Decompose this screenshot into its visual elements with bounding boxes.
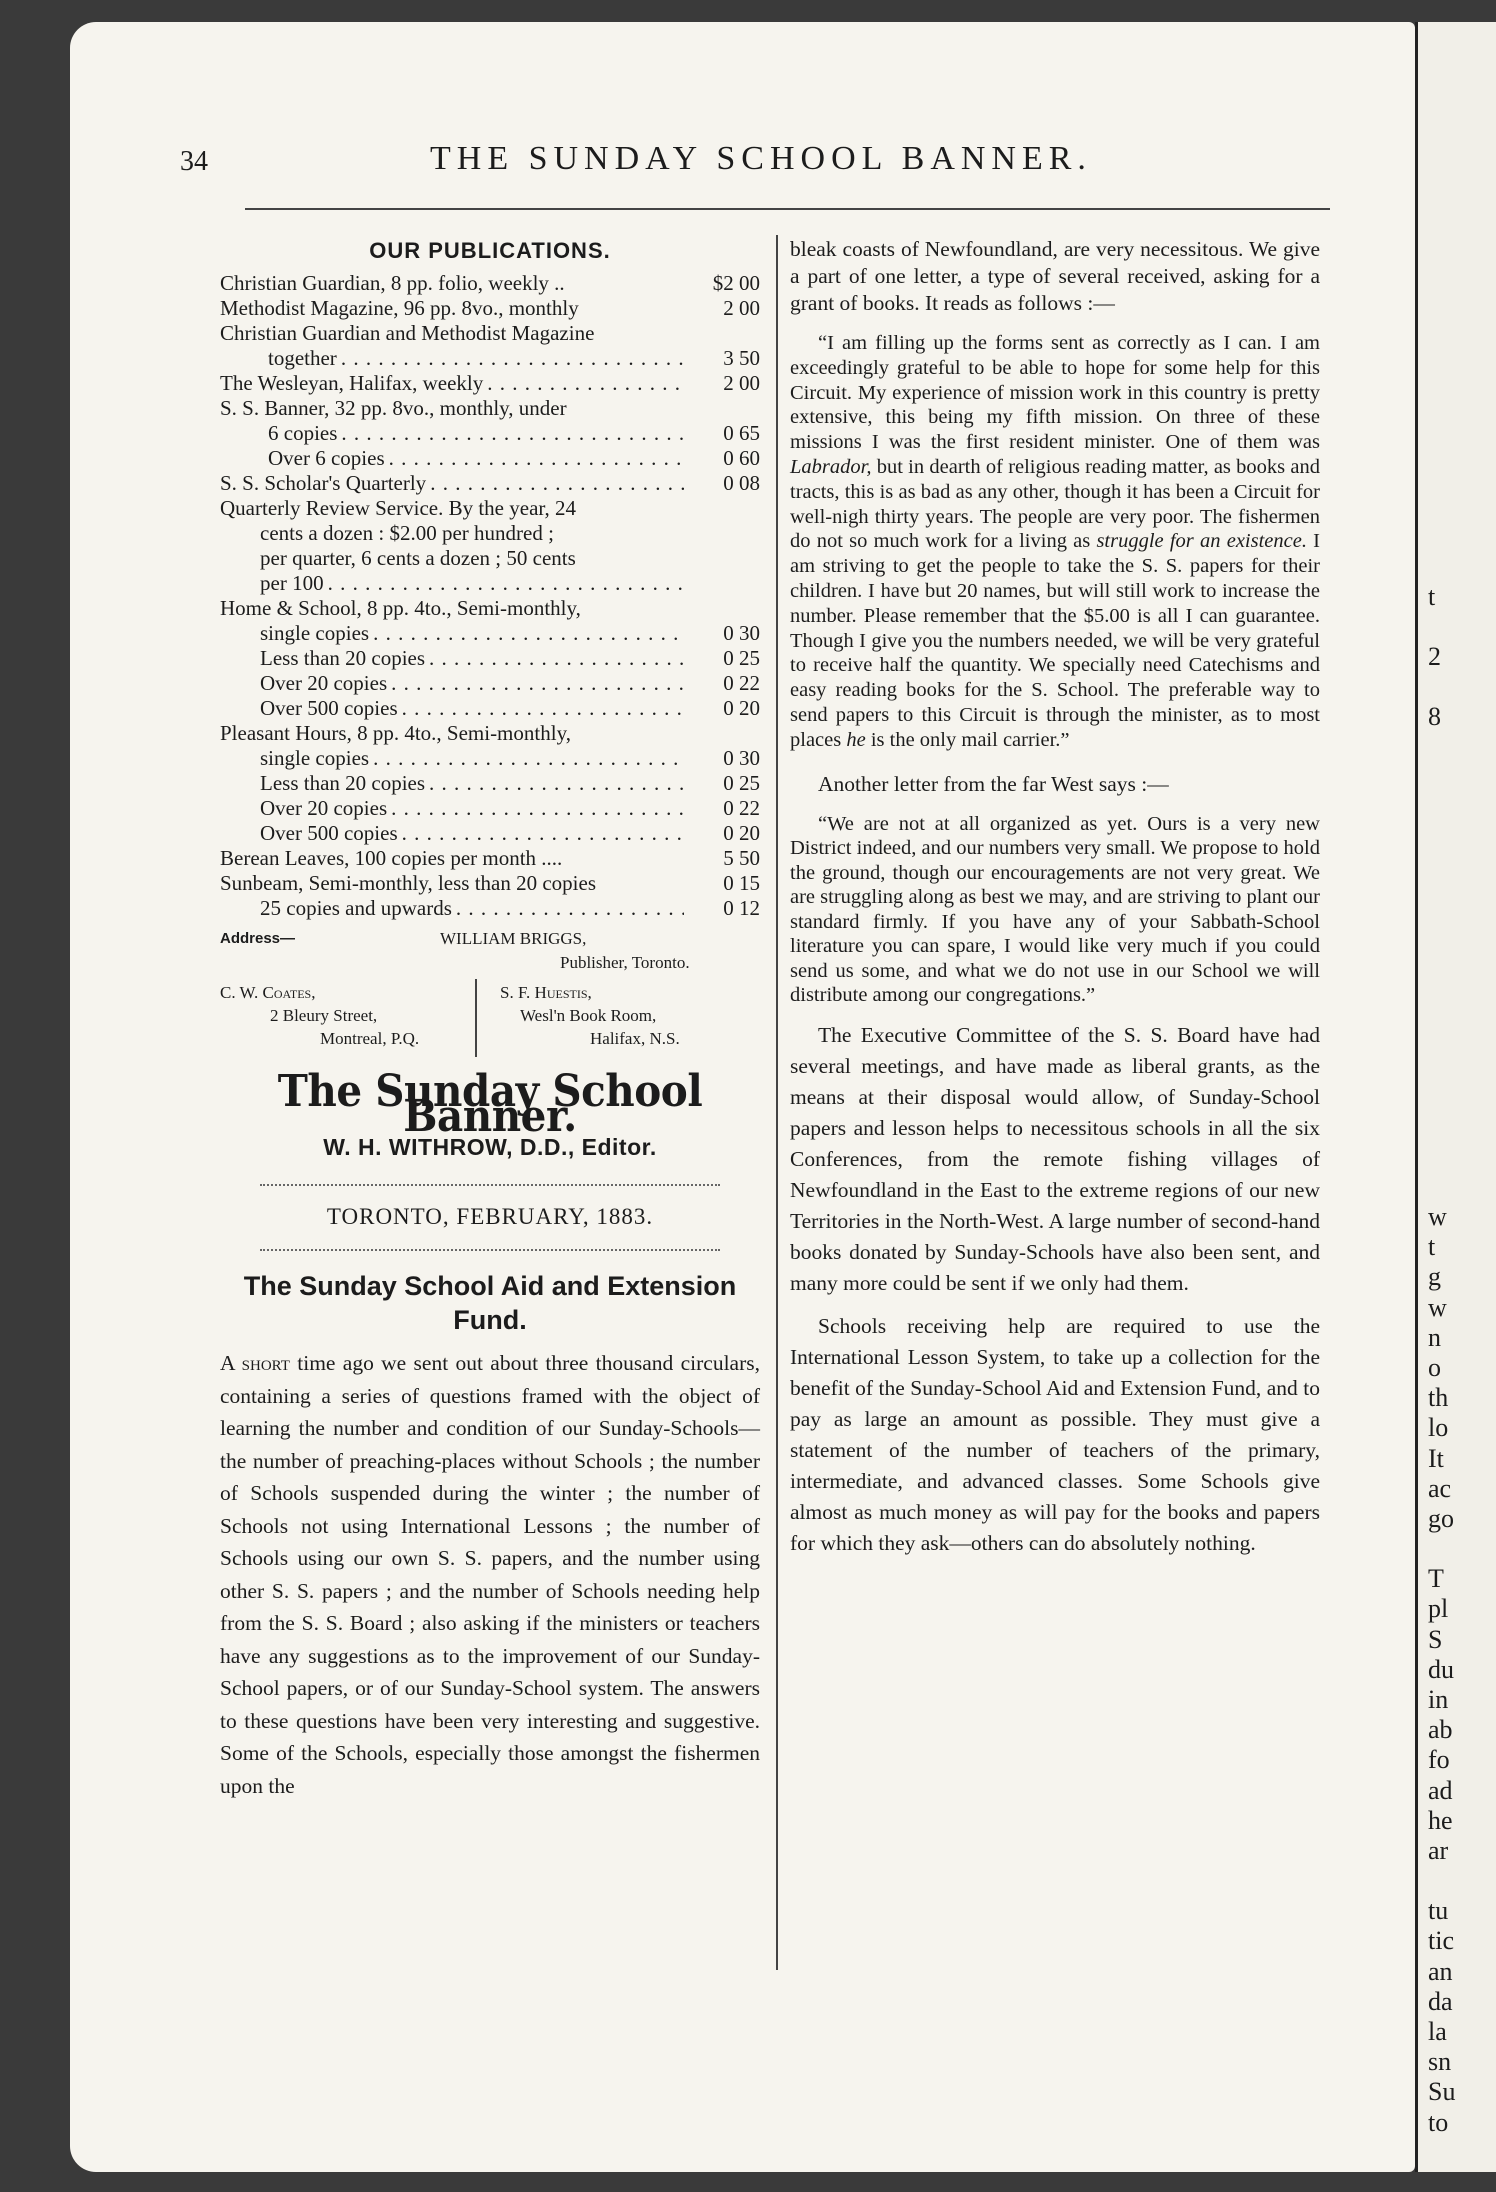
publisher-name: WILLIAM BRIGGS,: [440, 929, 587, 948]
column-rule: [776, 235, 778, 1970]
agent-line: S. F. Huestis,: [500, 983, 592, 1002]
article-body: [220, 1347, 760, 1802]
publication-row: [220, 821, 760, 846]
dot-leader: [429, 646, 684, 671]
publication-title: Sunbeam, Semi-monthly, less than 20 copies: [220, 871, 597, 895]
publication-title: Over 500 copies: [260, 696, 398, 720]
dot-leader: [391, 796, 684, 821]
header-rule: [245, 208, 1330, 210]
paragraph: The Executive Committee of the S. S. Board have had several meetings, and have made as liberal grants, as the means at their disposal would allow, of Sunday-School papers and lesson helps to necessitous schools in all the six Conferences, from the remote fishing villages of Newfoundland in the East to the extreme regions of our new Territories in the North-West. A large number of second-hand books donated by Sunday-Schools have also been sent, and many more could be sent if we only had them.: [790, 1022, 1320, 1295]
publication-price: 2 00: [723, 296, 760, 320]
dot-leader: [328, 571, 684, 596]
publication-title: Less than 20 copies: [260, 771, 426, 795]
fragment: t: [1428, 1232, 1436, 1262]
text: I am striving to get the people to take the S. S. papers for their children. I have but 20 names, but will still work to increase the number. Please remember that the $5.00 is all I can guarantee. Though I give you the numbers needed, we will be very grateful to receive half the quantity. We specially need Catechisms and easy reading books for the S. School. The preferable way to send papers to this Circuit is through the minister, as to most places: [790, 530, 1321, 751]
fragment: 8: [1428, 702, 1441, 731]
publications-heading: OUR PUBLICATIONS.: [369, 238, 611, 263]
publication-row: [220, 796, 760, 821]
article-text: time ago we sent out about three thousand circulars, containing a series of questions framed with the object of learning the number and condition of our Sunday-Schools—the number of preaching-places without Schools ; the number of Schools suspended during the winter ; the number of Schools not using International Lessons ; the number of Schools using our own S. S. papers, and the number using other S. S. papers ; and the number of Schools needing help from the S. S. Board ; also asking if the ministers or teachers have any suggestions as to the improvement of our Sunday-School papers, or of our Sunday-School system. The answers to these questions have been very interesting and suggestive. Some of the Schools, especially those amongst the fishermen upon the: [220, 1351, 760, 1798]
publication-title: single copies: [260, 621, 370, 645]
masthead-editor: W. H. WITHROW, D.D., Editor.: [323, 1134, 657, 1160]
publisher-place: Publisher, Toronto.: [560, 953, 690, 972]
fragment: t: [1428, 582, 1436, 611]
dot-leader: [341, 421, 684, 446]
publication-title: The Wesleyan, Halifax, weekly: [220, 371, 484, 395]
left-column: [220, 238, 760, 1802]
publication-row: [220, 596, 760, 621]
fragment: ad: [1428, 1775, 1453, 1805]
publication-title: per quarter, 6 cents a dozen ; 50 cents: [260, 546, 576, 570]
publications-list: [220, 271, 760, 921]
publication-title: Home & School, 8 pp. 4to., Semi-monthly,: [220, 596, 581, 620]
paragraph: bleak coasts of Newfoundland, are very necessitous. We give a part of one letter, a type of several received, asking for a grant of books. It reads as follows :—: [790, 237, 1320, 315]
agent-montreal: [220, 981, 419, 1050]
publication-row: [220, 271, 760, 296]
publication-row: [220, 296, 760, 321]
publication-row: [220, 721, 760, 746]
publication-price: 0 25: [723, 771, 760, 795]
fragment: fo: [1428, 1745, 1450, 1775]
publication-title: Berean Leaves, 100 copies per month ....: [220, 846, 563, 870]
text: but in dearth of religious reading matter, as books and tracts, this is as bad as any other, though it has been a Circuit for well-nigh thirty years. The people are very poor. The fishermen do not so much work for a living as: [790, 455, 1320, 553]
text: is the only mail carrier.”: [865, 728, 1070, 751]
publication-title: cents a dozen : $2.00 per hundred ;: [260, 521, 554, 545]
dot-leader: [430, 471, 684, 496]
publication-row: [220, 546, 760, 571]
text: “I am filling up the forms sent as correctly as I can. I am exceedingly grateful to be able to hope for some help for this Circuit. My experience of mission work in this country is pretty extensive, this being my fifth mission. On three of these missions I was the first resident minister. One of them was: [790, 332, 1320, 454]
fragment: he: [1428, 1805, 1453, 1835]
agent-line: Halifax, N.S.: [590, 1029, 680, 1048]
publication-row: [220, 671, 760, 696]
publication-title: 6 copies: [268, 421, 338, 445]
ornamental-rule: [260, 1174, 720, 1186]
dot-leader: [373, 621, 684, 646]
publication-title: Christian Guardian, 8 pp. folio, weekly ..: [220, 271, 565, 295]
publication-row: [220, 521, 760, 546]
publication-title: Quarterly Review Service. By the year, 24: [220, 496, 577, 520]
paragraph: Schools receiving help are required to use the International Lesson System, to take up a collection for the benefit of the Sunday-School Aid and Extension Fund, and to pay as large an amount as possible. They must give a statement of the number of teachers of the primary, intermediate, and advanced classes. Some Schools give almost as much money as will pay for the books and papers for which they ask—others can do absolutely nothing.: [790, 1313, 1320, 1555]
fragment: la: [1428, 2017, 1447, 2046]
publication-title: S. S. Banner, 32 pp. 8vo., monthly, under: [220, 396, 567, 420]
publication-row: [220, 496, 760, 521]
publication-row: [220, 896, 760, 921]
publication-price: 0 25: [723, 646, 760, 670]
fragment: tu: [1428, 1896, 1449, 1926]
fragment: T: [1428, 1564, 1444, 1594]
address-divider: [475, 979, 477, 1057]
fragment: S: [1428, 1624, 1443, 1654]
dot-leader: [341, 346, 684, 371]
fragment: n: [1428, 1322, 1441, 1352]
publication-row: [220, 621, 760, 646]
agent-line: C. W. Coates,: [220, 983, 316, 1002]
address-label: Address—: [220, 930, 296, 947]
publication-price: 2 00: [723, 371, 760, 395]
dot-leader: [487, 371, 684, 396]
masthead-title: The Sunday School Banner.: [277, 1066, 703, 1142]
fragment: ab: [1428, 1715, 1453, 1745]
page-number: 34: [180, 146, 208, 177]
dot-leader: [373, 746, 684, 771]
dot-leader: [429, 771, 684, 796]
publication-title: Christian Guardian and Methodist Magazine: [220, 321, 595, 345]
publication-price: 0 30: [723, 746, 760, 770]
fragment: o: [1428, 1353, 1441, 1382]
publication-price: 0 20: [723, 696, 760, 720]
publication-row: [220, 346, 760, 371]
article-title: The Sunday School Aid and Extension Fund.: [243, 1271, 737, 1335]
publication-row: [220, 746, 760, 771]
publication-price: 5 50: [723, 846, 760, 870]
publication-price: 0 12: [723, 896, 760, 920]
publication-row: [220, 446, 760, 471]
running-title: THE SUNDAY SCHOOL BANNER.: [430, 140, 1092, 177]
publication-row: [220, 321, 760, 346]
publication-row: [220, 396, 760, 421]
agent-line: Montreal, P.Q.: [320, 1029, 420, 1048]
fragment: Su: [1428, 2077, 1456, 2107]
publication-price: 0 30: [723, 621, 760, 645]
fragment: go: [1428, 1504, 1454, 1533]
fragment: in: [1428, 1685, 1449, 1714]
publication-title: per 100: [260, 571, 324, 595]
paragraph: Another letter from the far West says :—: [818, 771, 1169, 796]
fragment: to: [1428, 2107, 1449, 2137]
publication-title: Over 20 copies: [260, 796, 388, 820]
publication-title: Over 6 copies: [268, 446, 385, 470]
emphasis: struggle for an existence.: [1096, 530, 1307, 553]
fragment: lo: [1428, 1413, 1449, 1443]
fragment: It: [1428, 1443, 1444, 1473]
letter-quote: [790, 331, 1320, 753]
dot-leader: [389, 446, 684, 471]
publication-row: [220, 846, 760, 871]
fragment: da: [1428, 1986, 1453, 2016]
publication-price: 0 60: [723, 446, 760, 470]
emphasis: he: [846, 728, 866, 751]
publication-price: 0 22: [723, 796, 760, 820]
dot-leader: [456, 896, 684, 921]
emphasis: Labrador,: [790, 455, 872, 478]
fragment: w: [1428, 1202, 1447, 1231]
agent-line: Wesl'n Book Room,: [520, 1006, 657, 1025]
fragment: ac: [1428, 1473, 1452, 1503]
publication-title: Less than 20 copies: [260, 646, 426, 670]
dot-leader: [402, 696, 684, 721]
fragment: pl: [1428, 1594, 1449, 1624]
dateline: TORONTO, FEBRUARY, 1883.: [326, 1204, 654, 1229]
fragment: 2: [1428, 642, 1441, 671]
right-column: [790, 237, 1321, 1571]
adjacent-page-edge: [1415, 22, 1496, 2172]
publication-price: 0 20: [723, 821, 760, 845]
lead-word: A short: [220, 1351, 290, 1375]
publication-price: 0 65: [723, 421, 760, 445]
fragment: th: [1428, 1383, 1449, 1413]
fragment: an: [1428, 1956, 1453, 1986]
publication-title: together: [268, 346, 337, 370]
publication-price: 3 50: [723, 346, 760, 370]
publication-row: [220, 571, 760, 596]
publication-row: [220, 871, 760, 896]
publication-row: [220, 771, 760, 796]
publication-price: 0 22: [723, 671, 760, 695]
publication-price: 0 08: [723, 471, 760, 495]
agent-line: 2 Bleury Street,: [270, 1006, 378, 1025]
publication-title: 25 copies and upwards: [260, 896, 452, 920]
publication-price: $2 00: [712, 271, 760, 295]
fragment: tic: [1428, 1926, 1454, 1956]
publication-title: Methodist Magazine, 96 pp. 8vo., monthly: [220, 296, 579, 320]
fragment: ar: [1428, 1836, 1449, 1865]
publication-row: [220, 471, 760, 496]
address-block: [220, 927, 760, 1047]
agent-halifax: [500, 981, 680, 1050]
dot-leader: [391, 671, 684, 696]
publication-row: [220, 421, 760, 446]
publication-title: Over 500 copies: [260, 821, 398, 845]
dot-leader: [402, 821, 684, 846]
publication-row: [220, 696, 760, 721]
publication-title: S. S. Scholar's Quarterly: [220, 471, 427, 495]
fragment: w: [1428, 1292, 1447, 1322]
publication-title: Pleasant Hours, 8 pp. 4to., Semi-monthly,: [220, 721, 571, 745]
fragment: sn: [1428, 2047, 1452, 2077]
ornamental-rule: [260, 1239, 720, 1251]
fragment: g: [1428, 1262, 1441, 1292]
publication-row: [220, 646, 760, 671]
letter-quote: “We are not at all organized as yet. Ours is a very new District indeed, and our numbers very small. We propose to hold the ground, though our encouragements are not very great. We are struggling along as best we may, and are striving to plant our standard firmly. If you have any of your Sabbath-School literature you can spare, I would like very much if you could send us some, and what we do not use in our School we will distribute among our congregations.”: [790, 812, 1320, 1007]
publication-title: Over 20 copies: [260, 671, 388, 695]
fragment: du: [1428, 1654, 1454, 1684]
running-header: [180, 140, 1140, 190]
publication-title: single copies: [260, 746, 370, 770]
publication-row: [220, 371, 760, 396]
publication-price: 0 15: [723, 871, 760, 895]
